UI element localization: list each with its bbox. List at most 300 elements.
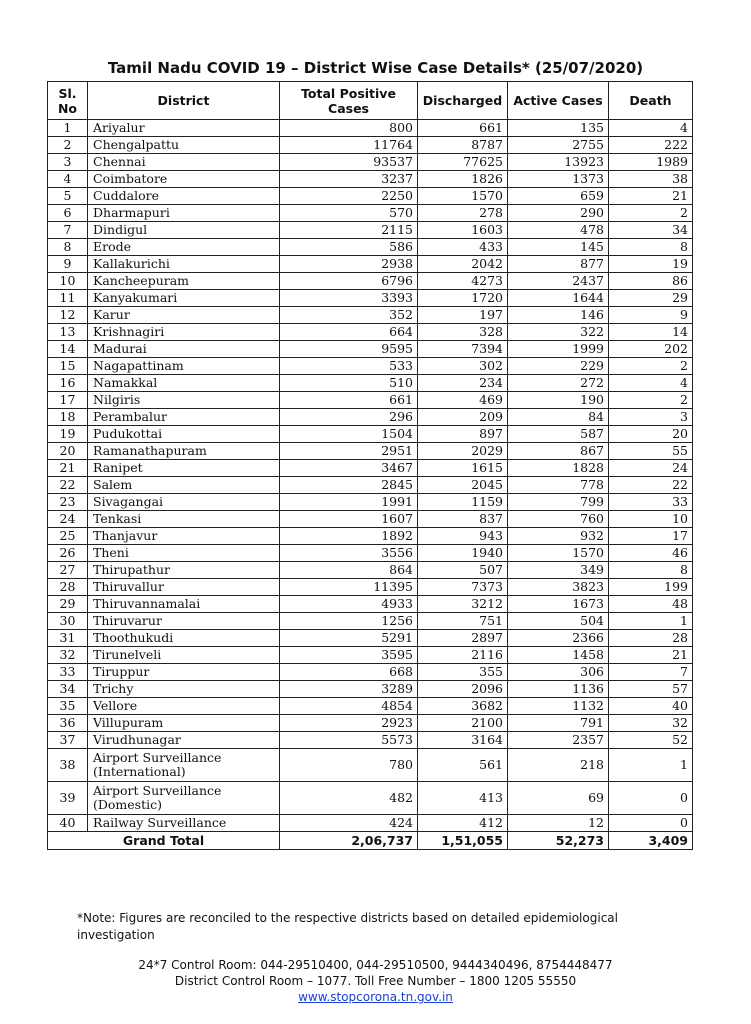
death-cell: 199 (609, 579, 693, 596)
discharged-cell: 837 (418, 511, 508, 528)
total-positive-cell: 661 (280, 392, 418, 409)
sl-no-cell: 25 (48, 528, 88, 545)
death-cell: 57 (609, 681, 693, 698)
active-cell: 760 (508, 511, 609, 528)
district-cell: Pudukottai (88, 426, 280, 443)
sl-no-cell: 4 (48, 171, 88, 188)
district-cell: Airport Surveillance (International) (88, 749, 280, 782)
death-cell: 52 (609, 732, 693, 749)
discharged-cell: 561 (418, 749, 508, 782)
district-cell: Trichy (88, 681, 280, 698)
sl-no-cell: 31 (48, 630, 88, 647)
discharged-cell: 8787 (418, 137, 508, 154)
discharged-cell: 3682 (418, 698, 508, 715)
sl-no-cell: 20 (48, 443, 88, 460)
table-row (48, 188, 693, 205)
death-cell: 86 (609, 273, 693, 290)
district-cell: Thanjavur (88, 528, 280, 545)
table-row (48, 426, 693, 443)
death-cell: 202 (609, 341, 693, 358)
table-row (48, 782, 693, 815)
total-positive-cell: 570 (280, 205, 418, 222)
total-positive-cell: 864 (280, 562, 418, 579)
discharged-cell: 2116 (418, 647, 508, 664)
district-cell: Tenkasi (88, 511, 280, 528)
death-cell: 1989 (609, 154, 693, 171)
sl-no-cell: 14 (48, 341, 88, 358)
district-control-line: District Control Room – 1077. Toll Free Number – 1800 1205 55550 (174, 974, 577, 988)
district-cell: Cuddalore (88, 188, 280, 205)
discharged-cell: 469 (418, 392, 508, 409)
district-cell: Thoothukudi (88, 630, 280, 647)
death-cell: 32 (609, 715, 693, 732)
active-cell: 504 (508, 613, 609, 630)
active-cell: 3823 (508, 579, 609, 596)
death-cell: 7 (609, 664, 693, 681)
sl-no-cell: 33 (48, 664, 88, 681)
sl-no-cell: 29 (48, 596, 88, 613)
total-positive-cell: 3393 (280, 290, 418, 307)
table-row (48, 392, 693, 409)
death-cell: 34 (609, 222, 693, 239)
active-cell: 2437 (508, 273, 609, 290)
column-header-death: Death (609, 82, 693, 120)
page-title: Tamil Nadu COVID 19 – District Wise Case Details* (25/07/2020) (107, 59, 644, 77)
death-cell: 20 (609, 426, 693, 443)
table-row (48, 205, 693, 222)
active-cell: 1458 (508, 647, 609, 664)
sl-no-cell: 10 (48, 273, 88, 290)
discharged-cell: 507 (418, 562, 508, 579)
district-cell: Kancheepuram (88, 273, 280, 290)
active-cell: 799 (508, 494, 609, 511)
discharged-cell: 1940 (418, 545, 508, 562)
sl-no-cell: 2 (48, 137, 88, 154)
active-cell: 69 (508, 782, 609, 815)
death-cell: 22 (609, 477, 693, 494)
active-cell: 272 (508, 375, 609, 392)
discharged-cell: 2042 (418, 256, 508, 273)
discharged-cell: 2029 (418, 443, 508, 460)
sl-no-cell: 27 (48, 562, 88, 579)
footnote: *Note: Figures are reconciled to the respective districts based on detailed epidemiological investigation (77, 911, 618, 942)
discharged-cell: 355 (418, 664, 508, 681)
discharged-cell: 197 (418, 307, 508, 324)
active-cell: 84 (508, 409, 609, 426)
table-row (48, 732, 693, 749)
sl-no-cell: 39 (48, 782, 88, 815)
sl-no-cell: 19 (48, 426, 88, 443)
discharged-cell: 278 (418, 205, 508, 222)
discharged-cell: 1720 (418, 290, 508, 307)
table-row (48, 815, 693, 832)
table-row (48, 239, 693, 256)
total-positive-cell: 586 (280, 239, 418, 256)
death-cell: 4 (609, 375, 693, 392)
discharged-cell: 1570 (418, 188, 508, 205)
discharged-cell: 897 (418, 426, 508, 443)
table-row (48, 222, 693, 239)
discharged-cell: 1826 (418, 171, 508, 188)
table-row (48, 749, 693, 782)
district-cell: Dharmapuri (88, 205, 280, 222)
total-positive-cell: 11764 (280, 137, 418, 154)
table-row (48, 494, 693, 511)
contact-footer (0, 957, 751, 1005)
active-cell: 13923 (508, 154, 609, 171)
active-cell: 12 (508, 815, 609, 832)
death-cell: 2 (609, 392, 693, 409)
table-row (48, 681, 693, 698)
district-cell: Thiruvannamalai (88, 596, 280, 613)
active-cell: 2366 (508, 630, 609, 647)
active-cell: 218 (508, 749, 609, 782)
discharged-cell: 7394 (418, 341, 508, 358)
sl-no-cell: 6 (48, 205, 88, 222)
death-cell: 28 (609, 630, 693, 647)
grand-total-death: 3,409 (609, 832, 693, 850)
table-row (48, 630, 693, 647)
table-row (48, 664, 693, 681)
death-cell: 38 (609, 171, 693, 188)
sl-no-cell: 22 (48, 477, 88, 494)
death-cell: 17 (609, 528, 693, 545)
total-positive-cell: 664 (280, 324, 418, 341)
death-cell: 222 (609, 137, 693, 154)
sl-no-cell: 35 (48, 698, 88, 715)
district-cell: Nilgiris (88, 392, 280, 409)
sl-no-cell: 17 (48, 392, 88, 409)
total-positive-cell: 2938 (280, 256, 418, 273)
sl-no-cell: 28 (48, 579, 88, 596)
discharged-cell: 1615 (418, 460, 508, 477)
discharged-cell: 77625 (418, 154, 508, 171)
active-cell: 229 (508, 358, 609, 375)
table-row (48, 137, 693, 154)
sl-no-cell: 40 (48, 815, 88, 832)
district-cell: Chengalpattu (88, 137, 280, 154)
total-positive-cell: 482 (280, 782, 418, 815)
death-cell: 1 (609, 613, 693, 630)
sl-no-cell: 1 (48, 120, 88, 137)
discharged-cell: 2897 (418, 630, 508, 647)
table-row (48, 358, 693, 375)
district-cell: Erode (88, 239, 280, 256)
column-header-discharged: Discharged (418, 82, 508, 120)
total-positive-cell: 1256 (280, 613, 418, 630)
active-cell: 791 (508, 715, 609, 732)
total-positive-cell: 9595 (280, 341, 418, 358)
total-positive-cell: 93537 (280, 154, 418, 171)
grand-total-row (48, 832, 693, 850)
total-positive-cell: 510 (280, 375, 418, 392)
discharged-cell: 433 (418, 239, 508, 256)
total-positive-cell: 6796 (280, 273, 418, 290)
district-cell: Ramanathapuram (88, 443, 280, 460)
table-row (48, 647, 693, 664)
district-cell: Kallakurichi (88, 256, 280, 273)
district-cell: Vellore (88, 698, 280, 715)
total-positive-cell: 5573 (280, 732, 418, 749)
table-row (48, 409, 693, 426)
sl-no-cell: 34 (48, 681, 88, 698)
total-positive-cell: 3467 (280, 460, 418, 477)
table-row (48, 528, 693, 545)
table-row (48, 477, 693, 494)
death-cell: 2 (609, 358, 693, 375)
district-cell: Airport Surveillance (Domestic) (88, 782, 280, 815)
discharged-cell: 412 (418, 815, 508, 832)
active-cell: 1132 (508, 698, 609, 715)
district-cell: Salem (88, 477, 280, 494)
column-header-total-positive: Total Positive Cases (280, 82, 418, 120)
table-row (48, 562, 693, 579)
death-cell: 29 (609, 290, 693, 307)
total-positive-cell: 352 (280, 307, 418, 324)
district-cell: Dindigul (88, 222, 280, 239)
sl-no-cell: 5 (48, 188, 88, 205)
control-room-line: 24*7 Control Room: 044-29510400, 044-29510500, 9444340496, 8754448477 (138, 958, 613, 972)
active-cell: 2755 (508, 137, 609, 154)
sl-no-cell: 15 (48, 358, 88, 375)
sl-no-cell: 18 (48, 409, 88, 426)
grand-total-positive: 2,06,737 (280, 832, 418, 850)
total-positive-cell: 1892 (280, 528, 418, 545)
grand-total-discharged: 1,51,055 (418, 832, 508, 850)
district-cell: Namakkal (88, 375, 280, 392)
table-body (48, 120, 693, 832)
sl-no-cell: 26 (48, 545, 88, 562)
table-row (48, 154, 693, 171)
discharged-cell: 1603 (418, 222, 508, 239)
death-cell: 8 (609, 239, 693, 256)
active-cell: 478 (508, 222, 609, 239)
discharged-cell: 661 (418, 120, 508, 137)
table-row (48, 579, 693, 596)
total-positive-cell: 668 (280, 664, 418, 681)
sl-no-cell: 11 (48, 290, 88, 307)
table-row (48, 511, 693, 528)
table-row (48, 290, 693, 307)
active-cell: 778 (508, 477, 609, 494)
sl-no-cell: 9 (48, 256, 88, 273)
sl-no-cell: 24 (48, 511, 88, 528)
district-cell: Coimbatore (88, 171, 280, 188)
discharged-cell: 7373 (418, 579, 508, 596)
total-positive-cell: 3595 (280, 647, 418, 664)
district-cell: Railway Surveillance (88, 815, 280, 832)
active-cell: 1373 (508, 171, 609, 188)
website-link[interactable]: www.stopcorona.tn.gov.in (298, 990, 453, 1004)
case-details-table (47, 81, 693, 850)
grand-total-label: Grand Total (48, 832, 280, 850)
sl-no-cell: 23 (48, 494, 88, 511)
column-header-active: Active Cases (508, 82, 609, 120)
district-cell: Chennai (88, 154, 280, 171)
total-positive-cell: 4933 (280, 596, 418, 613)
active-cell: 135 (508, 120, 609, 137)
district-cell: Ariyalur (88, 120, 280, 137)
table-row (48, 460, 693, 477)
discharged-cell: 209 (418, 409, 508, 426)
active-cell: 2357 (508, 732, 609, 749)
column-header-district: District (88, 82, 280, 120)
death-cell: 9 (609, 307, 693, 324)
active-cell: 1673 (508, 596, 609, 613)
total-positive-cell: 1607 (280, 511, 418, 528)
district-cell: Nagapattinam (88, 358, 280, 375)
discharged-cell: 302 (418, 358, 508, 375)
sl-no-cell: 7 (48, 222, 88, 239)
total-positive-cell: 3237 (280, 171, 418, 188)
death-cell: 10 (609, 511, 693, 528)
table-row (48, 341, 693, 358)
total-positive-cell: 5291 (280, 630, 418, 647)
discharged-cell: 943 (418, 528, 508, 545)
total-positive-cell: 3289 (280, 681, 418, 698)
district-cell: Ranipet (88, 460, 280, 477)
district-cell: Tiruppur (88, 664, 280, 681)
sl-no-cell: 37 (48, 732, 88, 749)
discharged-cell: 3212 (418, 596, 508, 613)
district-cell: Tirunelveli (88, 647, 280, 664)
district-cell: Madurai (88, 341, 280, 358)
table-row (48, 375, 693, 392)
active-cell: 1828 (508, 460, 609, 477)
table-row (48, 596, 693, 613)
total-positive-cell: 3556 (280, 545, 418, 562)
table-row (48, 545, 693, 562)
district-cell: Thirupathur (88, 562, 280, 579)
discharged-cell: 751 (418, 613, 508, 630)
total-positive-cell: 424 (280, 815, 418, 832)
total-positive-cell: 11395 (280, 579, 418, 596)
active-cell: 146 (508, 307, 609, 324)
table-row (48, 443, 693, 460)
discharged-cell: 3164 (418, 732, 508, 749)
death-cell: 2 (609, 205, 693, 222)
district-cell: Perambalur (88, 409, 280, 426)
column-header-sl-no: Sl. No (48, 82, 88, 120)
table-row (48, 613, 693, 630)
sl-no-cell: 8 (48, 239, 88, 256)
sl-no-cell: 32 (48, 647, 88, 664)
total-positive-cell: 1504 (280, 426, 418, 443)
sl-no-cell: 21 (48, 460, 88, 477)
death-cell: 55 (609, 443, 693, 460)
active-cell: 322 (508, 324, 609, 341)
discharged-cell: 2096 (418, 681, 508, 698)
active-cell: 587 (508, 426, 609, 443)
district-cell: Karur (88, 307, 280, 324)
active-cell: 1136 (508, 681, 609, 698)
death-cell: 8 (609, 562, 693, 579)
sl-no-cell: 16 (48, 375, 88, 392)
total-positive-cell: 2250 (280, 188, 418, 205)
total-positive-cell: 533 (280, 358, 418, 375)
death-cell: 0 (609, 782, 693, 815)
sl-no-cell: 30 (48, 613, 88, 630)
sl-no-cell: 36 (48, 715, 88, 732)
active-cell: 349 (508, 562, 609, 579)
active-cell: 1644 (508, 290, 609, 307)
discharged-cell: 2100 (418, 715, 508, 732)
active-cell: 290 (508, 205, 609, 222)
active-cell: 1999 (508, 341, 609, 358)
active-cell: 867 (508, 443, 609, 460)
total-positive-cell: 2845 (280, 477, 418, 494)
death-cell: 4 (609, 120, 693, 137)
active-cell: 932 (508, 528, 609, 545)
district-cell: Virudhunagar (88, 732, 280, 749)
active-cell: 659 (508, 188, 609, 205)
discharged-cell: 4273 (418, 273, 508, 290)
table-row (48, 273, 693, 290)
table-row (48, 256, 693, 273)
discharged-cell: 328 (418, 324, 508, 341)
district-cell: Sivagangai (88, 494, 280, 511)
discharged-cell: 1159 (418, 494, 508, 511)
discharged-cell: 2045 (418, 477, 508, 494)
total-positive-cell: 4854 (280, 698, 418, 715)
sl-no-cell: 3 (48, 154, 88, 171)
death-cell: 46 (609, 545, 693, 562)
district-cell: Villupuram (88, 715, 280, 732)
death-cell: 0 (609, 815, 693, 832)
district-cell: Thiruvallur (88, 579, 280, 596)
active-cell: 1570 (508, 545, 609, 562)
active-cell: 306 (508, 664, 609, 681)
discharged-cell: 234 (418, 375, 508, 392)
active-cell: 145 (508, 239, 609, 256)
death-cell: 48 (609, 596, 693, 613)
active-cell: 877 (508, 256, 609, 273)
table-row (48, 171, 693, 188)
district-cell: Theni (88, 545, 280, 562)
district-cell: Thiruvarur (88, 613, 280, 630)
death-cell: 33 (609, 494, 693, 511)
district-cell: Kanyakumari (88, 290, 280, 307)
death-cell: 3 (609, 409, 693, 426)
death-cell: 14 (609, 324, 693, 341)
death-cell: 1 (609, 749, 693, 782)
total-positive-cell: 2923 (280, 715, 418, 732)
death-cell: 21 (609, 188, 693, 205)
death-cell: 24 (609, 460, 693, 477)
grand-total-active: 52,273 (508, 832, 609, 850)
total-positive-cell: 2951 (280, 443, 418, 460)
discharged-cell: 413 (418, 782, 508, 815)
table-row (48, 307, 693, 324)
total-positive-cell: 2115 (280, 222, 418, 239)
total-positive-cell: 800 (280, 120, 418, 137)
sl-no-cell: 12 (48, 307, 88, 324)
table-row (48, 120, 693, 137)
table-row (48, 324, 693, 341)
table-row (48, 715, 693, 732)
death-cell: 21 (609, 647, 693, 664)
death-cell: 40 (609, 698, 693, 715)
total-positive-cell: 1991 (280, 494, 418, 511)
district-cell: Krishnagiri (88, 324, 280, 341)
sl-no-cell: 13 (48, 324, 88, 341)
active-cell: 190 (508, 392, 609, 409)
death-cell: 19 (609, 256, 693, 273)
table-header-row (48, 82, 693, 120)
total-positive-cell: 296 (280, 409, 418, 426)
table-row (48, 698, 693, 715)
total-positive-cell: 780 (280, 749, 418, 782)
